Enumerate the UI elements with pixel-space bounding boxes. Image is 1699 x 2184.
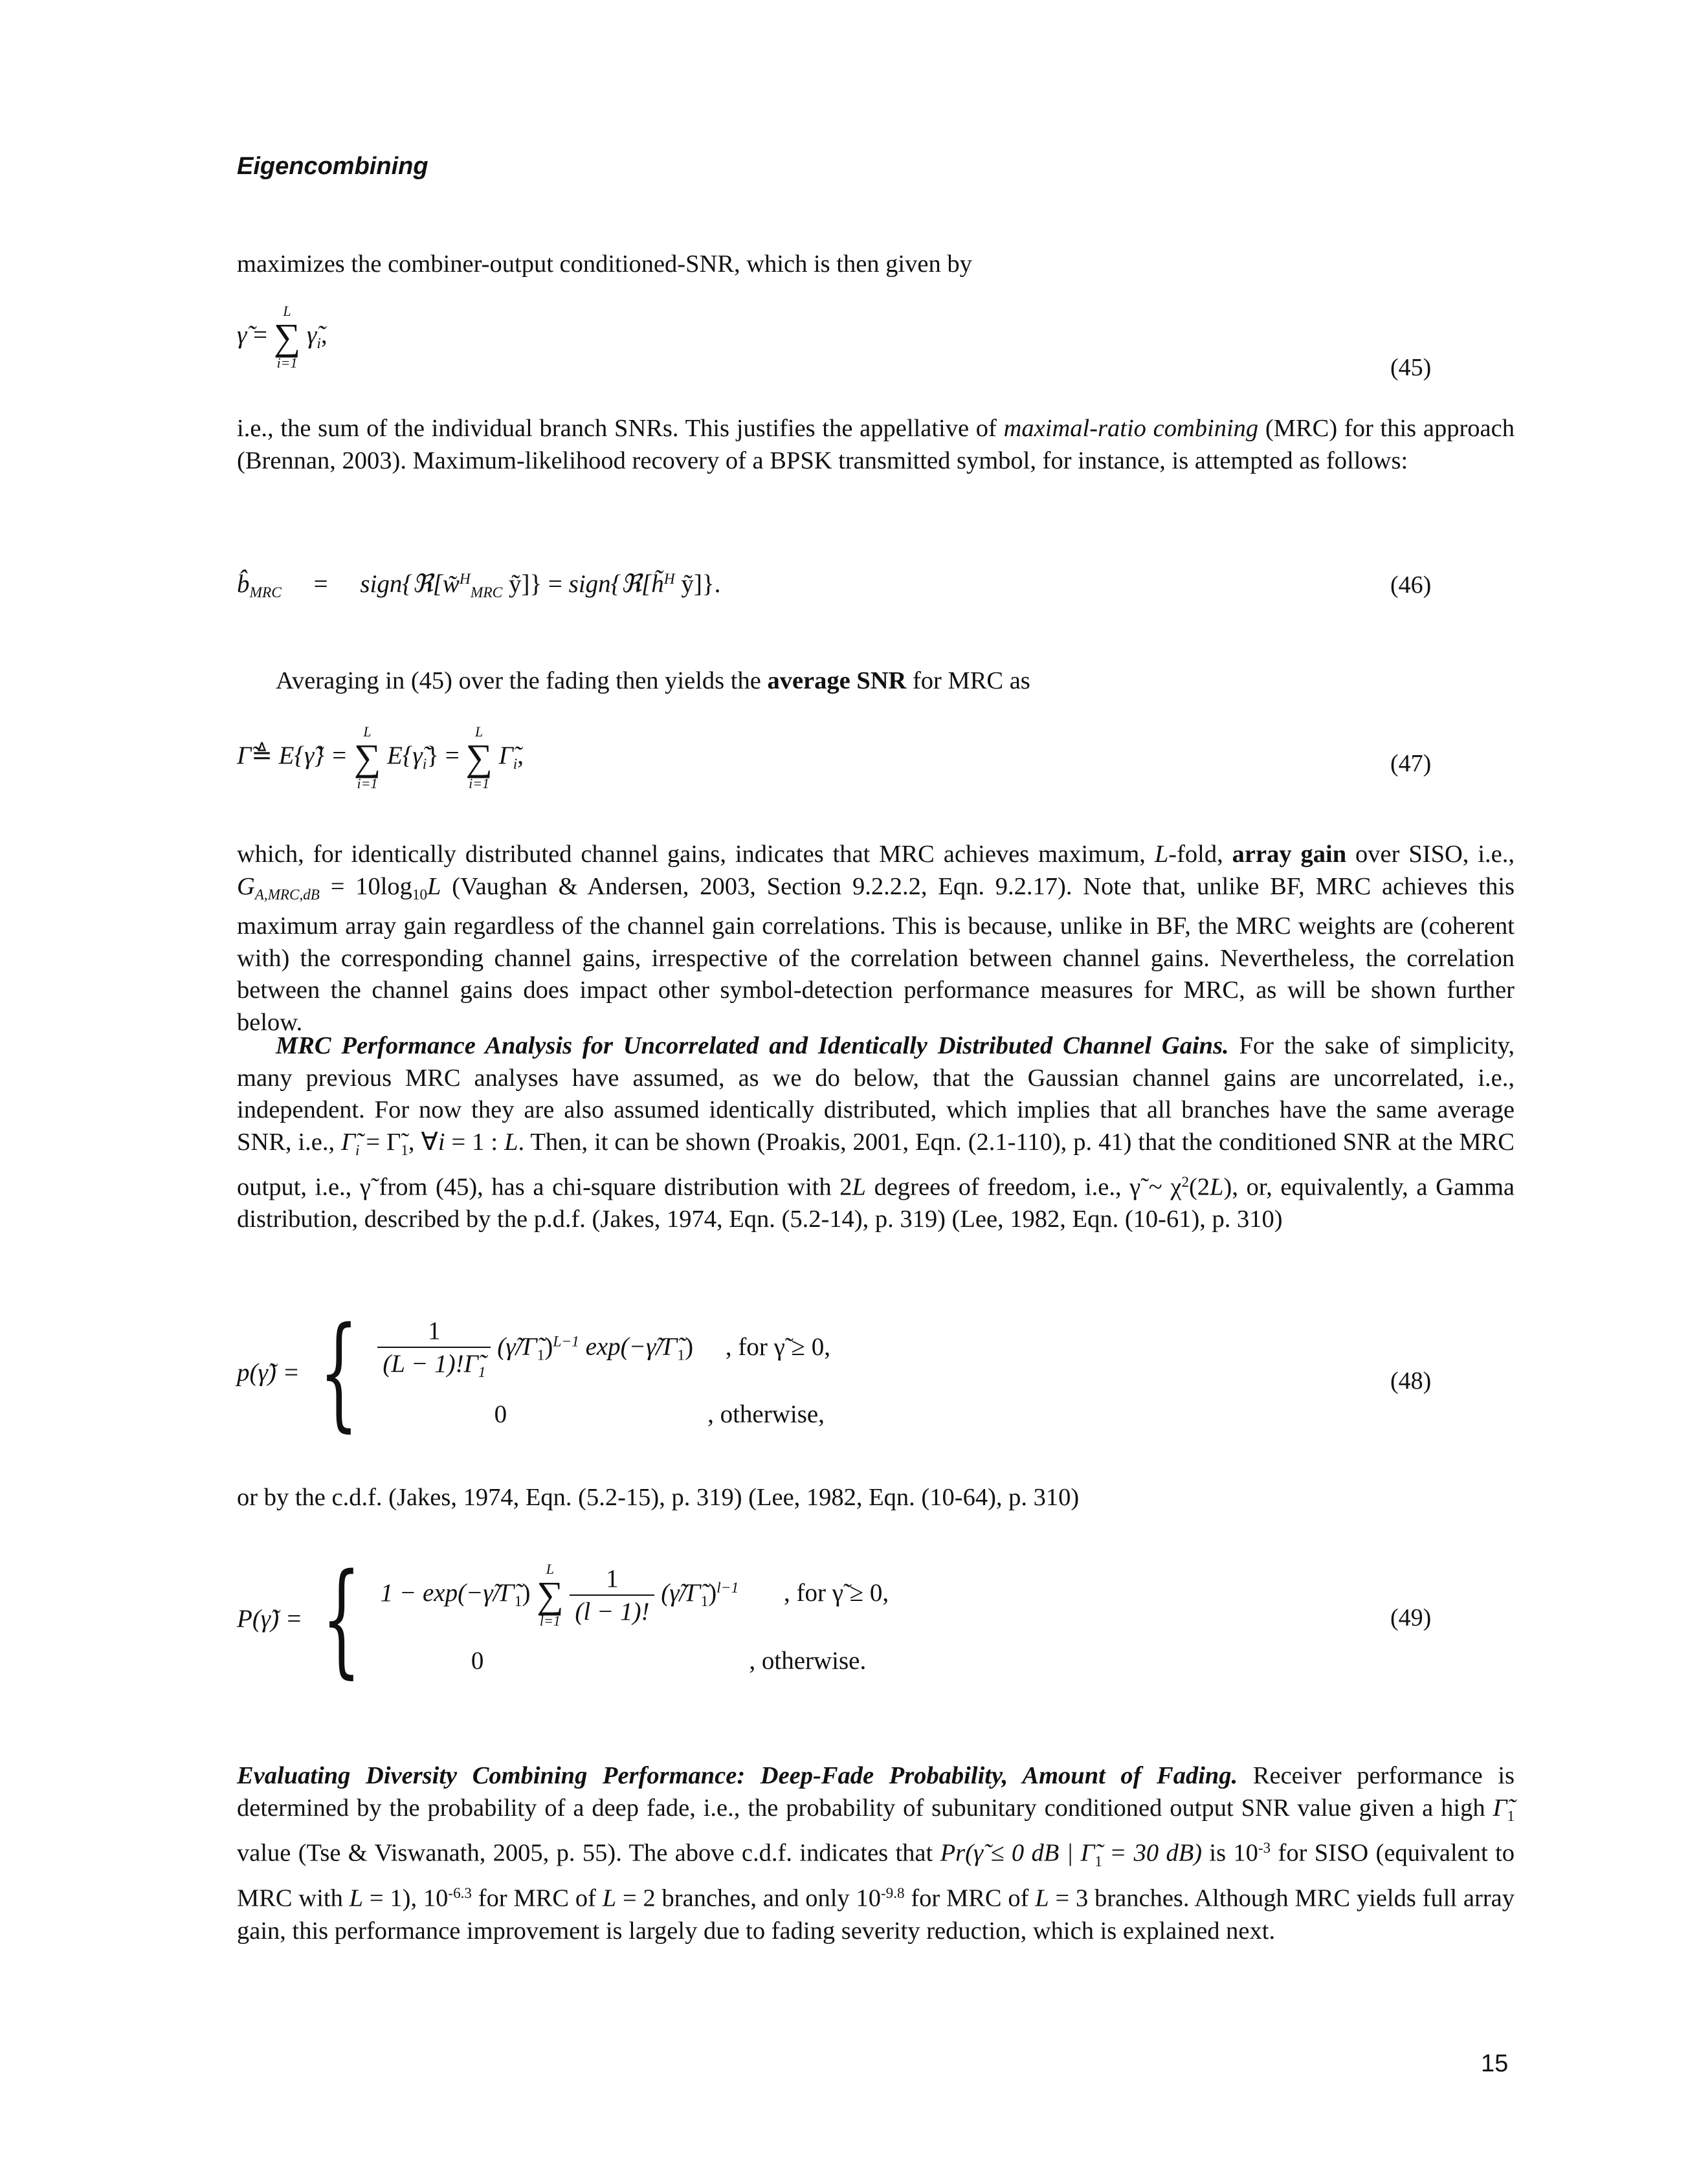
eq49-fraction	[570, 1564, 654, 1626]
eq46-rhs2-sup: H	[663, 571, 675, 588]
paragraph-3	[237, 665, 1515, 698]
eq47-e3-sub: i	[513, 756, 518, 773]
equation-47	[237, 725, 1467, 791]
eq48-cases	[377, 1307, 830, 1438]
p4-text-a: which, for identically distributed channel gains, indicates that MRC achieves maximum,	[237, 841, 1155, 868]
paragraph-4	[237, 839, 1515, 1039]
p3-text-a: Averaging in (45) over the fading then yields the	[276, 667, 768, 694]
eq49-denominator: (l − 1)!	[575, 1598, 650, 1626]
eq46-rhs2-end: ỹ]}.	[674, 570, 721, 598]
p5-gamma-i: Γ̃	[341, 1128, 356, 1156]
p5-text-d: , ∀	[408, 1128, 438, 1156]
p5-text-h: . Then, it can be shown (Proakis, 2001, Eqn. (2.1-110), p. 41) that the conditioned SNR at the MRC output, i.e., γ̃ from (45), has a chi-square distribution with 2	[237, 1128, 1515, 1201]
p7-text-e: is 10	[1202, 1839, 1258, 1867]
paragraph-5	[237, 1030, 1515, 1236]
equation-45	[237, 304, 1467, 370]
p4-text-g: = 10log	[319, 872, 412, 900]
p5-text-c: = Γ̃	[359, 1128, 401, 1156]
equation-49	[237, 1547, 1467, 1690]
eq47-def: ≜	[251, 741, 272, 769]
p5-text-a: For the sake of simplicity, many previous MRC analyses have assumed, as we do below, that the Gaussian channel gains are uncorrelated, i.e., independent. For now they are also assumed identically distributed, which implies that all branches have the same average SNR, i.e.,	[237, 1032, 1515, 1156]
eq48-pow-close: )	[544, 1332, 553, 1361]
p3-text-c: for MRC as	[906, 667, 1030, 694]
p5-gamma-1-sub: 1	[401, 1141, 408, 1158]
p2-text-a: i.e., the sum of the individual branch SNRs. This justifies the appellative of	[237, 415, 1004, 442]
eq47-sum2-top: L	[475, 723, 483, 740]
eq47-sum1-bottom: i=1	[357, 775, 378, 791]
eq49-lhs: P(γ̃) =	[237, 1605, 303, 1633]
eq45-term: γ̃	[306, 320, 317, 349]
eq48-exp-sub: 1	[677, 1347, 685, 1364]
eq48-den-text: (L − 1)!Γ̃	[383, 1350, 478, 1378]
p4-var-L2: L	[427, 872, 441, 900]
p7-prob-end: = 30 dB)	[1102, 1839, 1203, 1867]
eq49-numerator: 1	[570, 1564, 654, 1596]
eq46-rhs1-end: ỹ]}	[502, 570, 542, 598]
eq49-zero: 0	[471, 1647, 484, 1675]
eq45-sum-bottom: i=1	[276, 355, 298, 371]
p5-var-L: L	[504, 1128, 518, 1156]
sum-symbol: ∑	[273, 316, 301, 358]
p4-var-L: L	[1154, 841, 1169, 868]
p7-exp-l3: -9.8	[880, 1884, 905, 1902]
eq47-e3: Γ̃	[498, 741, 513, 769]
equation-number-49: (49)	[1390, 1604, 1432, 1631]
p7-var-L3: L	[1035, 1885, 1049, 1913]
eq49-condition-1: , for γ̃ ≥ 0,	[784, 1578, 889, 1607]
eq46-lhs: b̂	[237, 570, 250, 598]
eq47-sum2-bottom: i=1	[469, 775, 490, 791]
p7-probability-expr: Pr(γ̃ ≤ 0 dB | Γ̃	[940, 1839, 1095, 1867]
eq47-e2-end: } =	[427, 741, 460, 769]
p5-chi-sup: 2	[1181, 1173, 1189, 1191]
eq48-pow-base-sub: 1	[537, 1347, 545, 1364]
p7-exp-siso: -3	[1258, 1839, 1271, 1857]
p7-text-n: = 3 branches. Although MRC yields full array gain, this performance improvement is largely due to fading severity reduction, which is explained next.	[237, 1885, 1515, 1945]
eq47-e2-sub: i	[422, 756, 427, 773]
p5-var-L2: L	[852, 1173, 866, 1201]
p4-text-e: over SISO, i.e.,	[1346, 841, 1515, 868]
p7-text-f: for SISO (equivalent to MRC with	[237, 1839, 1515, 1913]
eq48-pow-base: (γ̃/Γ̃	[497, 1332, 537, 1361]
left-brace: {	[322, 1547, 361, 1690]
eq49-cases	[381, 1553, 889, 1684]
eq48-zero: 0	[494, 1400, 507, 1429]
p5-var-i: i	[438, 1128, 445, 1156]
p3-term-average-snr: average SNR	[767, 667, 907, 694]
eq48-exp: exp(−γ̃/Γ̃	[585, 1332, 678, 1361]
eq48-denominator	[377, 1348, 491, 1382]
p7-text-i: for MRC of	[471, 1885, 603, 1913]
eq47-e2: E{γ̃	[386, 741, 423, 769]
eq48-numerator: 1	[377, 1316, 491, 1348]
section-heading-diversity-performance: Evaluating Diversity Combining Performance: Deep-Fade Probability, Amount of Fading.	[237, 1762, 1238, 1789]
eq49-pow-base: (γ̃/Γ̃	[661, 1578, 701, 1607]
eq49-pow-close: )	[708, 1578, 717, 1607]
eq49-sum-top: L	[546, 1561, 555, 1577]
eq45-equals: =	[253, 320, 268, 349]
eq49-t1-end: )	[522, 1578, 531, 1607]
p5-text-m: ), or, equivalently, a Gamma distribution, described by the p.d.f. (Jakes, 1974, Eqn. (5.2-14), p. 319) (Lee, 1982, Eqn. (10-61), p. 310)	[237, 1173, 1515, 1233]
eq45-sum	[274, 304, 300, 370]
page-number: 15	[1481, 2050, 1509, 2077]
running-header: Eigencombining	[237, 153, 428, 180]
p7-exp-l2: -6.3	[448, 1884, 472, 1902]
p7-text-c: value (Tse & Viswanath, 2005, p. 55). The above c.d.f. indicates that	[237, 1839, 940, 1867]
section-heading-mrc-performance: MRC Performance Analysis for Uncorrelated and Identically Distributed Channel Gains.	[276, 1032, 1229, 1059]
left-brace: {	[318, 1301, 359, 1444]
eq48-condition-2: , otherwise,	[707, 1400, 825, 1429]
eq47-e3-end: ,	[517, 741, 524, 769]
eq46-rhs2: sign{ℜ[h̃	[568, 570, 664, 598]
eq46-mid: =	[548, 570, 562, 598]
eq46-rhs1: sign{ℜ[w̃	[360, 570, 460, 598]
eq47-sum1-top: L	[363, 723, 372, 740]
equation-number-47: (47)	[1390, 750, 1432, 777]
eq48-condition-1: , for γ̃ ≥ 0,	[725, 1332, 830, 1361]
p2-term-mrc: maximal-ratio combining	[1003, 415, 1259, 442]
p5-var-L3: L	[1210, 1173, 1224, 1201]
p7-text-l: for MRC of	[904, 1885, 1036, 1913]
p5-gamma-i-sub: i	[355, 1141, 360, 1158]
eq49-sum	[537, 1562, 563, 1628]
eq46-rhs1-sub: MRC	[470, 584, 503, 602]
paragraph-7	[237, 1760, 1515, 1947]
sum-symbol: ∑	[537, 1574, 564, 1616]
eq45-trail: ,	[320, 320, 328, 349]
p7-prob-sub: 1	[1094, 1852, 1102, 1870]
eq48-pow-sup: L−1	[553, 1333, 579, 1351]
eq46-equals: =	[313, 570, 328, 598]
equation-46	[237, 569, 1467, 602]
equation-number-48: (48)	[1390, 1367, 1432, 1395]
p4-var-G: G	[237, 872, 255, 900]
eq49-pow-sup: l−1	[716, 1580, 739, 1597]
p4-var-G-sub: A,MRC,dB	[254, 885, 320, 903]
p7-var-L2: L	[602, 1885, 617, 1913]
eq47-e1: E{γ̃} =	[278, 741, 348, 769]
eq45-sum-top: L	[283, 303, 291, 319]
eq49-t1-sub: 1	[514, 1593, 522, 1611]
p4-term-array-gain: array gain	[1232, 841, 1347, 868]
p7-gamma-1: Γ̃	[1493, 1794, 1507, 1822]
sum-symbol: ∑	[465, 736, 493, 778]
eq49-case-1	[381, 1553, 889, 1637]
p7-text-h: = 1), 10	[363, 1885, 449, 1913]
eq48-fraction	[377, 1316, 491, 1382]
p4-log-sub: 10	[412, 885, 428, 903]
eq48-den-sub: 1	[478, 1364, 486, 1382]
p7-gamma-1-sub: 1	[1507, 1807, 1515, 1824]
eq47-sum-2	[465, 725, 492, 791]
eq49-t1: 1 − exp(−γ̃/Γ̃	[380, 1578, 515, 1607]
eq48-exp-end: )	[685, 1332, 694, 1361]
equation-48	[237, 1301, 1467, 1444]
p7-text-k: = 2 branches, and only 10	[616, 1885, 881, 1913]
paragraph-6: or by the c.d.f. (Jakes, 1974, Eqn. (5.2-15), p. 319) (Lee, 1982, Eqn. (10-64), p. 310)	[237, 1484, 1080, 1511]
p7-var-L1: L	[349, 1885, 364, 1913]
eq49-sum-bottom: l=1	[539, 1613, 561, 1629]
paragraph-1: maximizes the combiner-output conditioned-SNR, which is then given by	[237, 250, 972, 278]
p5-text-f: = 1 :	[445, 1128, 505, 1156]
eq47-lhs: Γ̃	[237, 741, 252, 769]
p4-text-c: -fold,	[1168, 841, 1232, 868]
eq46-rhs1-sup: H	[459, 571, 471, 588]
p5-text-k: (2	[1189, 1173, 1210, 1201]
eq47-sum-1	[354, 725, 381, 791]
paragraph-2	[237, 413, 1515, 477]
p4-text-i: (Vaughan & Andersen, 2003, Section 9.2.2.2, Eqn. 9.2.17). Note that, unlike BF, MRC achieves this maximum array gain regardless of the channel gain correlations. This is because, unlike in BF, the MRC weights are (coherent with) the corresponding channel gains, irrespective of the correlation between channel gains. Nevertheless, the correlation between the channel gains does impact other symbol-detection performance measures for MRC, as will be shown further below.	[237, 872, 1515, 1036]
eq49-pow-base-sub: 1	[700, 1593, 709, 1611]
eq48-lhs: p(γ̃) =	[237, 1358, 300, 1387]
eq45-lhs: γ̃	[237, 320, 247, 349]
eq48-case-1	[377, 1307, 830, 1391]
equation-number-45: (45)	[1390, 354, 1432, 381]
eq49-condition-2: , otherwise.	[749, 1647, 867, 1675]
sum-symbol: ∑	[353, 736, 381, 778]
eq45-term-sub: i	[316, 335, 321, 353]
p5-text-j: degrees of freedom, i.e., γ̃ ~ χ	[865, 1173, 1182, 1201]
eq46-lhs-sub: MRC	[249, 584, 282, 602]
p7-text-a: Receiver performance is determined by the probability of a deep fade, i.e., the probability of subunitary conditioned output SNR value given a high	[237, 1762, 1515, 1822]
eq48-case-2	[377, 1391, 830, 1438]
eq49-case-2	[381, 1637, 889, 1684]
equation-number-46: (46)	[1390, 571, 1432, 599]
p2-text-c: (MRC) for this approach (Brennan, 2003). Maximum-likelihood recovery of a BPSK transmitted symbol, for instance, is attempted as follows:	[237, 415, 1515, 474]
